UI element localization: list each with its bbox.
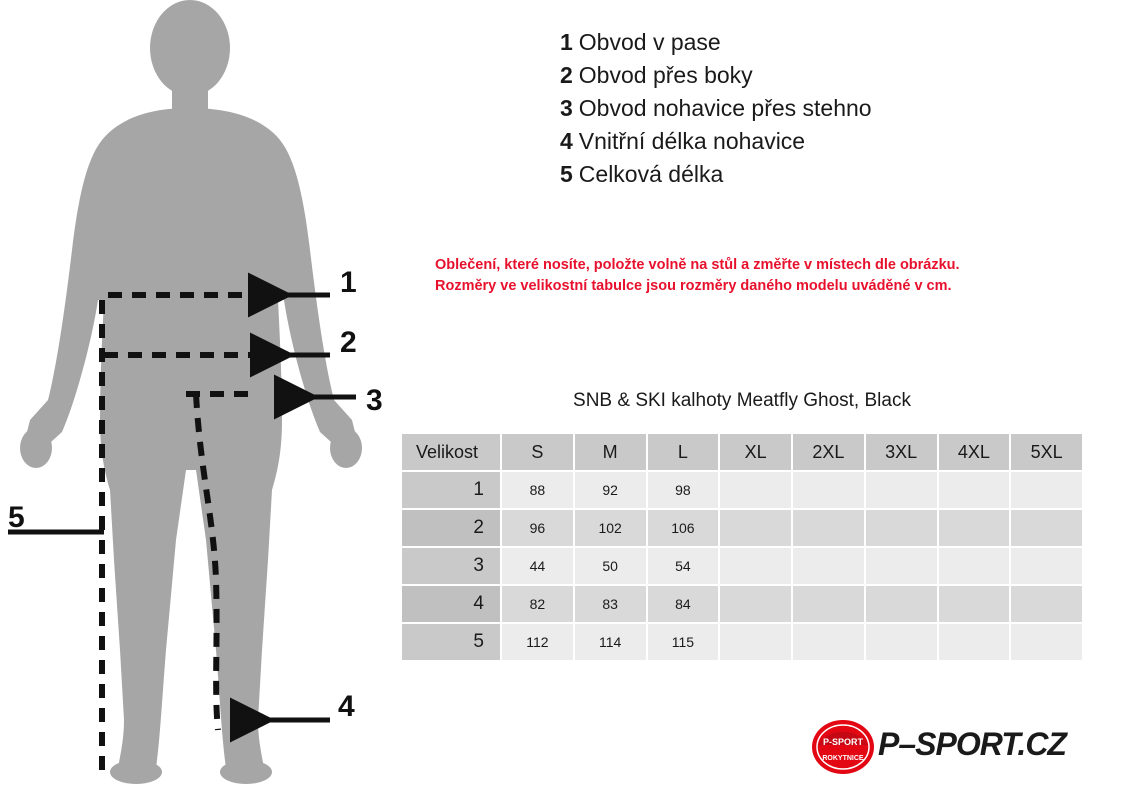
table-row <box>401 547 1083 585</box>
col-header-2xl: 2XL <box>792 433 865 471</box>
product-title: SNB & SKI kalhoty Meatfly Ghost, Black <box>573 390 911 411</box>
cell-5-2xl <box>792 623 865 661</box>
brand-logo <box>812 718 1084 776</box>
measurement-note <box>435 255 1095 297</box>
legend-item-1 <box>560 26 1100 59</box>
cell-1-s: 88 <box>501 471 574 509</box>
cell-4-m: 83 <box>574 585 647 623</box>
cell-2-5xl <box>1010 509 1083 547</box>
cell-2-l: 106 <box>647 509 720 547</box>
cell-1-l: 98 <box>647 471 720 509</box>
legend-number-4: 4 <box>560 128 573 154</box>
cell-3-m: 50 <box>574 547 647 585</box>
legend-item-4 <box>560 125 1100 158</box>
cell-3-4xl <box>938 547 1011 585</box>
legend-list <box>560 26 1100 191</box>
cell-2-s: 96 <box>501 509 574 547</box>
cell-1-xl <box>719 471 792 509</box>
figure-marker-3: 3 <box>366 384 383 417</box>
cell-5-3xl <box>865 623 938 661</box>
note-line-2: Rozměry ve velikostní tabulce jsou rozměry daného modelu uváděné v cm. <box>435 278 952 294</box>
cell-5-xl <box>719 623 792 661</box>
row-label-4: 4 <box>401 585 501 623</box>
badge-text-bottom: ROKYTNICE <box>822 755 864 762</box>
cell-2-xl <box>719 509 792 547</box>
col-header-4xl: 4XL <box>938 433 1011 471</box>
badge-text-top: P-SPORT <box>822 737 864 747</box>
row-label-5: 5 <box>401 623 501 661</box>
table-row <box>401 585 1083 623</box>
p-sport-badge-icon <box>812 718 874 776</box>
col-header-s: S <box>501 433 574 471</box>
cell-4-xl <box>719 585 792 623</box>
table-row <box>401 623 1083 661</box>
cell-4-2xl <box>792 585 865 623</box>
col-header-m: M <box>574 433 647 471</box>
table-row <box>401 471 1083 509</box>
size-table <box>400 432 1084 662</box>
legend-label-4: Vnitřní délka nohavice <box>578 128 806 154</box>
cell-5-4xl <box>938 623 1011 661</box>
cell-1-m: 92 <box>574 471 647 509</box>
body-diagram <box>0 0 400 794</box>
cell-1-4xl <box>938 471 1011 509</box>
legend-item-3 <box>560 92 1100 125</box>
cell-4-s: 82 <box>501 585 574 623</box>
figure-marker-4: 4 <box>338 690 355 723</box>
table-row <box>401 509 1083 547</box>
figure-marker-5: 5 <box>8 501 25 534</box>
figure-marker-1: 1 <box>340 266 357 299</box>
logo-wordmark: P–SPORT.CZ <box>878 726 1066 762</box>
cell-1-2xl <box>792 471 865 509</box>
cell-5-l: 115 <box>647 623 720 661</box>
legend-item-2 <box>560 59 1100 92</box>
col-header-velikost: Velikost <box>401 433 501 471</box>
legend-item-5 <box>560 158 1100 191</box>
measurement-figure-panel <box>0 0 400 794</box>
cell-4-5xl <box>1010 585 1083 623</box>
cell-3-xl <box>719 547 792 585</box>
col-header-5xl: 5XL <box>1010 433 1083 471</box>
cell-4-4xl <box>938 585 1011 623</box>
cell-4-3xl <box>865 585 938 623</box>
cell-3-2xl <box>792 547 865 585</box>
cell-5-m: 114 <box>574 623 647 661</box>
cell-2-2xl <box>792 509 865 547</box>
note-line-1: Oblečení, které nosíte, položte volně na stůl a změřte v místech dle obrázku. <box>435 257 960 273</box>
cell-1-5xl <box>1010 471 1083 509</box>
cell-5-5xl <box>1010 623 1083 661</box>
row-label-3: 3 <box>401 547 501 585</box>
cell-4-l: 84 <box>647 585 720 623</box>
col-header-l: L <box>647 433 720 471</box>
legend-label-1: Obvod v pase <box>578 29 721 55</box>
cell-5-s: 112 <box>501 623 574 661</box>
figure-marker-2: 2 <box>340 326 357 359</box>
table-header-row <box>401 433 1083 471</box>
cell-3-l: 54 <box>647 547 720 585</box>
legend-label-5: Celková délka <box>578 161 724 187</box>
cell-2-3xl <box>865 509 938 547</box>
legend-label-3: Obvod nohavice přes stehno <box>578 95 872 121</box>
col-header-3xl: 3XL <box>865 433 938 471</box>
cell-1-3xl <box>865 471 938 509</box>
row-label-2: 2 <box>401 509 501 547</box>
cell-3-5xl <box>1010 547 1083 585</box>
row-label-1: 1 <box>401 471 501 509</box>
cell-3-s: 44 <box>501 547 574 585</box>
cell-3-3xl <box>865 547 938 585</box>
legend-number-3: 3 <box>560 95 573 121</box>
legend-number-2: 2 <box>560 62 573 88</box>
legend-label-2: Obvod přes boky <box>578 62 753 88</box>
legend-number-1: 1 <box>560 29 573 55</box>
cell-2-4xl <box>938 509 1011 547</box>
col-header-xl: XL <box>719 433 792 471</box>
legend-number-5: 5 <box>560 161 573 187</box>
cell-2-m: 102 <box>574 509 647 547</box>
